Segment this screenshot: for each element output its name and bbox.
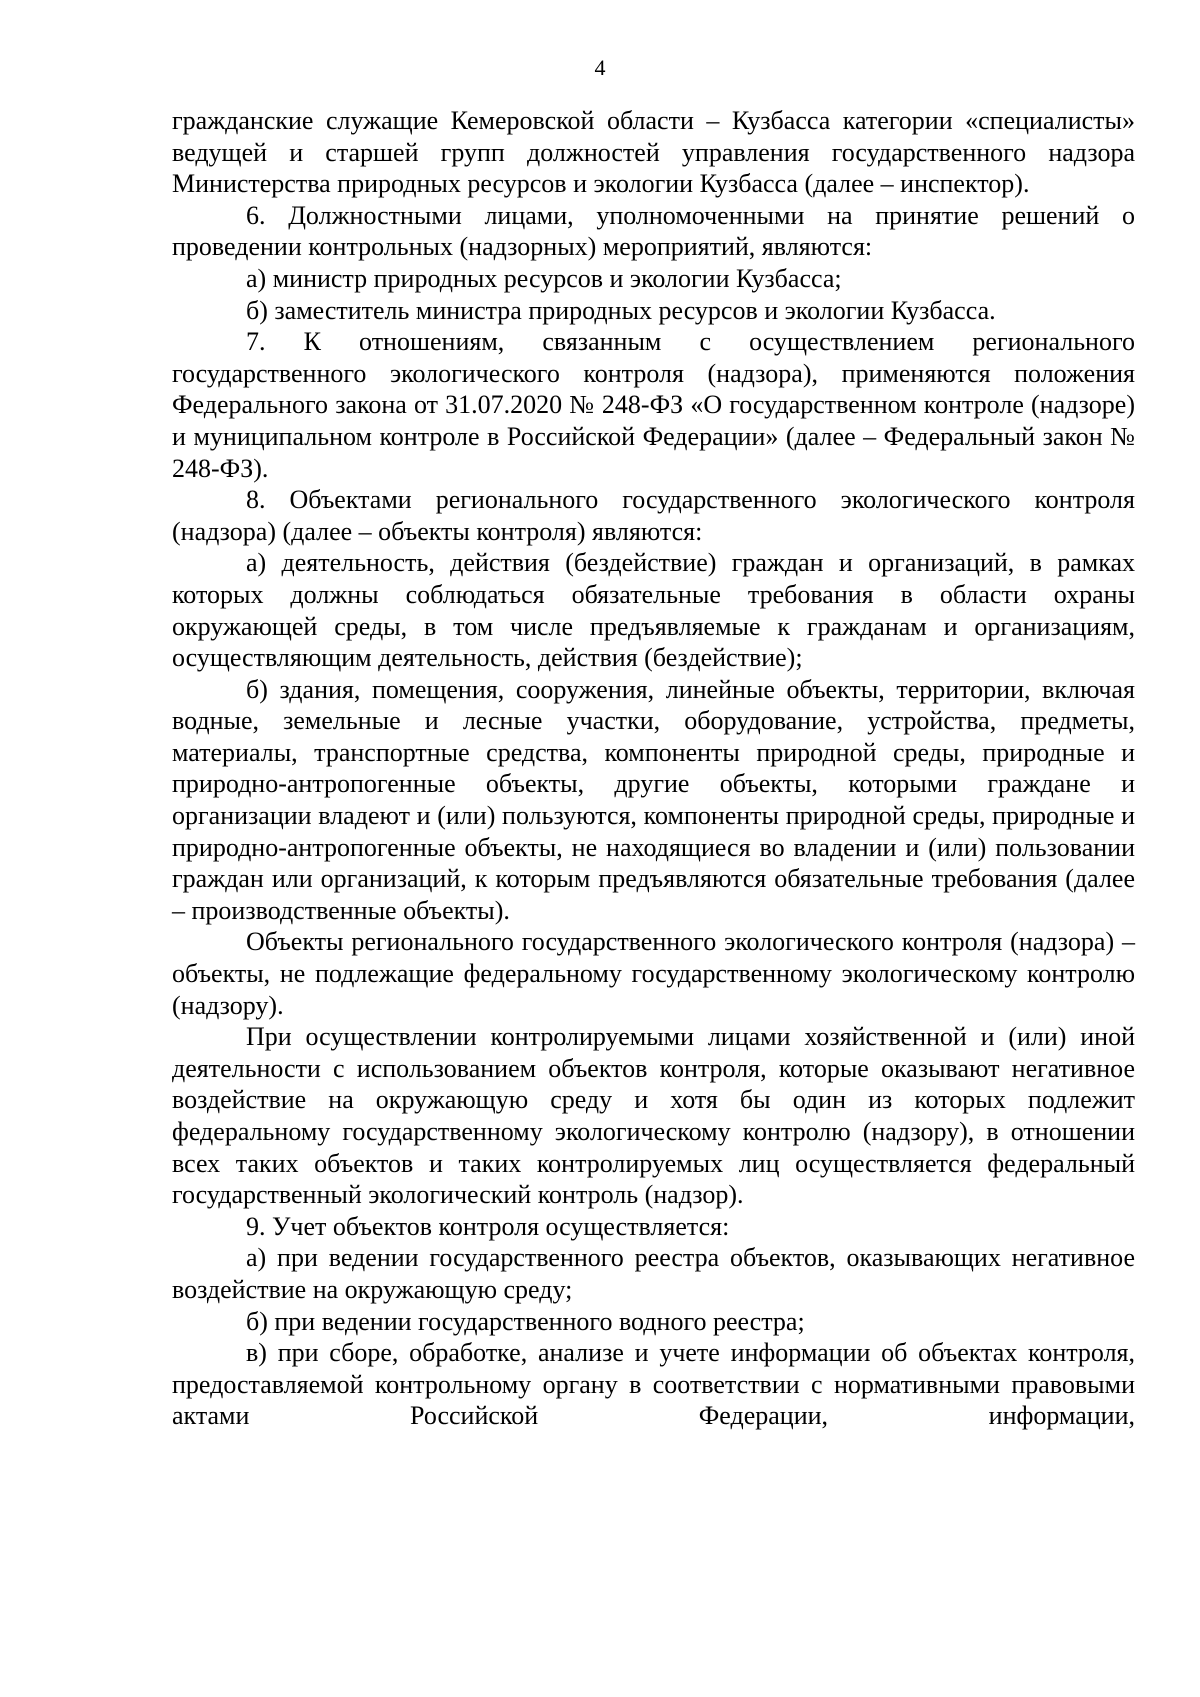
paragraph-9c-information: в) при сборе, обработке, анализе и учете информации об объектах контроля, предоставляемой контрольному органу в соответствии с нормативными правовыми актами Российской Федерации, информации,	[172, 1338, 1135, 1431]
paragraph-regional-objects: Объекты регионального государственного экологического контроля (надзора) – объекты, не подлежащие федеральному государственному экологическому контролю (надзору).	[172, 927, 1135, 1020]
paragraph-6b-deputy-minister: б) заместитель министра природных ресурсов и экологии Кузбасса.	[246, 295, 996, 325]
paragraph-8b-production-objects: б) здания, помещения, сооружения, линейные объекты, территории, включая водные, земельные и лесные участки, оборудование, устройства, предметы, материалы, транспортные средства, компоненты природной среды, природные и природно-антропогенные объекты, другие объекты, которыми граждане и организации владеют и (или) пользуются, компоненты природной среды, природные и природно-антропогенные объекты, не находящиеся во владении и (или) пользовании граждан или организаций, к которым предъявляются обязательные требования (далее – производственные объекты).	[172, 674, 1135, 925]
paragraph-9-accounting: 9. Учет объектов контроля осуществляется:	[246, 1211, 730, 1241]
document-body	[172, 105, 1135, 1432]
paragraph-8a-activities: а) деятельность, действия (бездействие) граждан и организаций, в рамках которых должны соблюдаться обязательные требования в области охраны окружающей среды, в том числе предъявляемые к гражданам и организациям, осуществляющим деятельность, действия (бездействие);	[172, 548, 1135, 673]
paragraph-9a-registry: а) при ведении государственного реестра объектов, оказывающих негативное воздействие на окружающую среду;	[172, 1243, 1135, 1304]
paragraph-7-federal-law: 7. К отношениям, связанным с осуществлением регионального государственного экологического контроля (надзора), применяются положения Федерального закона от 31.07.2020 № 248-ФЗ «О государственном контроле (надзоре) и муниципальном контроле в Российской Федерации» (далее – Федеральный закон № 248-ФЗ).	[172, 327, 1135, 483]
paragraph-6a-minister: а) министр природных ресурсов и экологии Кузбасса;	[246, 263, 842, 293]
paragraph-6-officials: 6. Должностными лицами, уполномоченными на принятие решений о проведении контрольных (надзорных) мероприятий, являются:	[172, 200, 1135, 262]
page-number: 4	[594, 55, 606, 80]
paragraph-8-control-objects: 8. Объектами регионального государственного экологического контроля (надзора) (далее – объекты контроля) являются:	[172, 485, 1135, 546]
paragraph-federal-control: При осуществлении контролируемыми лицами хозяйственной и (или) иной деятельности с использованием объектов контроля, которые оказывают негативное воздействие на окружающую среду и хотя бы один из которых подлежит федеральному государственному экологическому контролю (надзору), в отношении всех таких объектов и таких контролируемых лиц осуществляется федеральный государственный экологический контроль (надзор).	[172, 1022, 1135, 1210]
paragraph-inspectors: гражданские служащие Кемеровской области – Кузбасса категории «специалисты» ведущей и старшей групп должностей управления государственного надзора Министерства природных ресурсов и экологии Кузбасса (далее – инспектор).	[172, 106, 1135, 199]
paragraph-9b-water-registry: б) при ведении государственного водного реестра;	[246, 1306, 805, 1336]
